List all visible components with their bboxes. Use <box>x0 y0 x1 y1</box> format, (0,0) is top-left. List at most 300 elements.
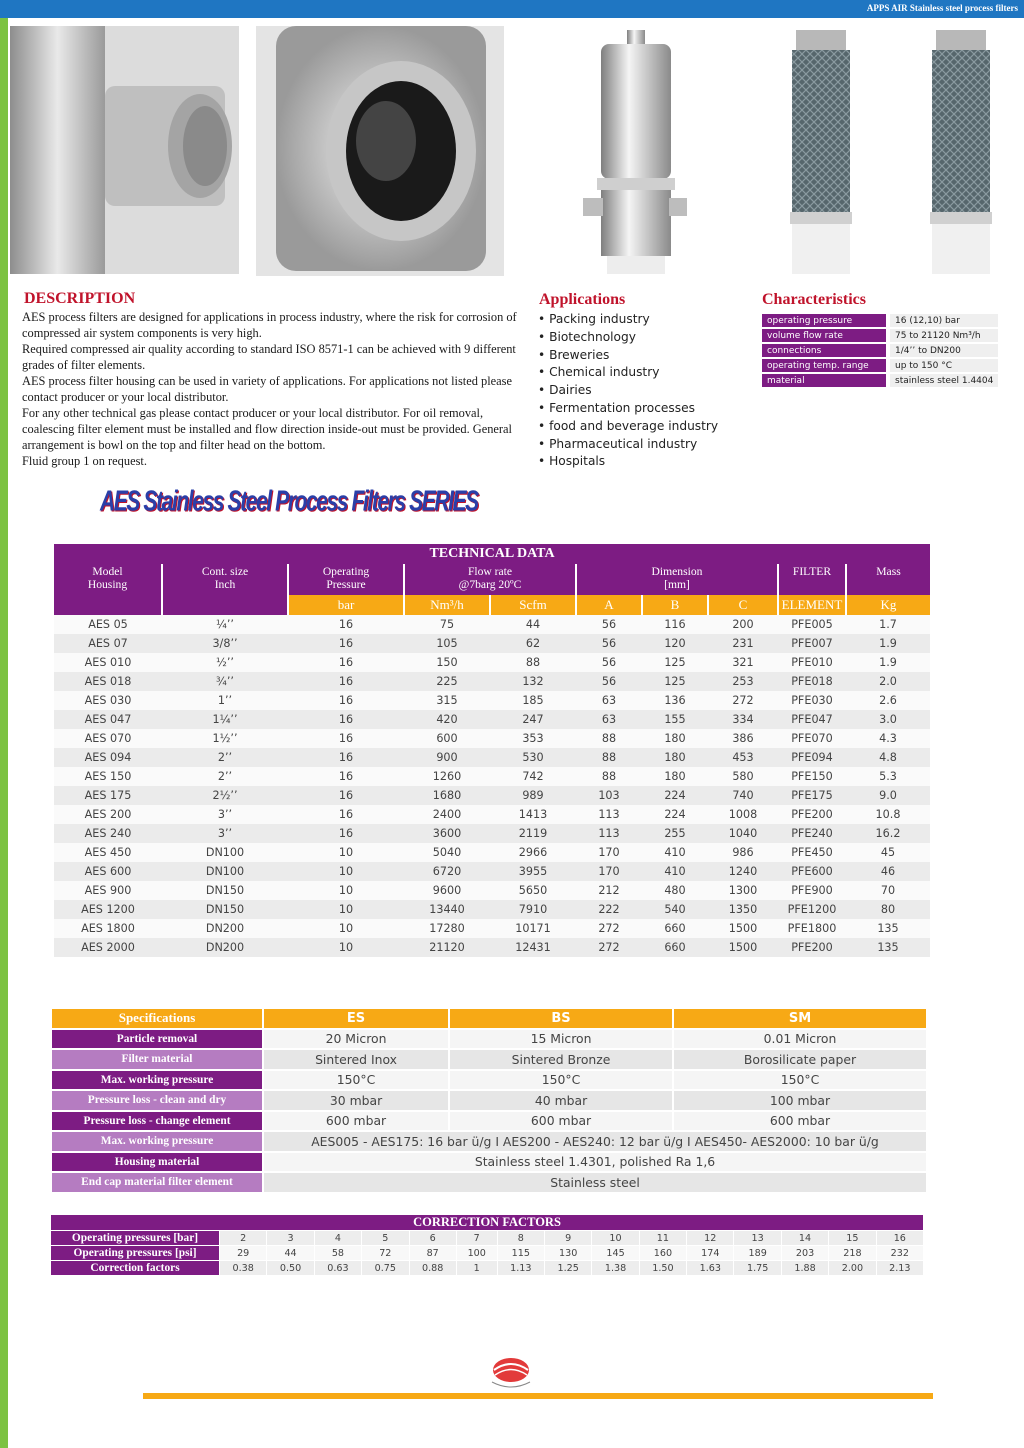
table-cell: 80 <box>846 900 930 919</box>
correction-key: Operating pressures [psi] <box>51 1246 219 1260</box>
application-item: • food and beverage industry <box>538 418 718 436</box>
correction-value: 12 <box>687 1231 733 1245</box>
unit-cell: Kg <box>846 595 930 615</box>
table-cell: 540 <box>642 900 708 919</box>
technical-header-row <box>54 564 930 595</box>
table-cell: 10.8 <box>846 805 930 824</box>
side-accent-bar <box>0 18 8 1448</box>
specifications-table <box>50 1007 928 1194</box>
correction-value: 5 <box>362 1231 408 1245</box>
correction-value: 1.88 <box>782 1261 828 1275</box>
description-paragraph: Fluid group 1 on request. <box>22 454 147 468</box>
table-cell: PFE018 <box>778 672 846 691</box>
table-cell: 46 <box>846 862 930 881</box>
char-key: operating temp. range <box>762 359 886 372</box>
table-cell: PFE450 <box>778 843 846 862</box>
table-cell: AES 094 <box>54 748 162 767</box>
table-cell: 4.3 <box>846 729 930 748</box>
table-cell: 986 <box>708 843 778 862</box>
characteristics-title: Characteristics <box>762 291 866 308</box>
table-cell: 13440 <box>404 900 490 919</box>
table-row <box>54 805 930 824</box>
spec-value: 600 mbar <box>450 1112 672 1131</box>
correction-value: 13 <box>734 1231 780 1245</box>
table-cell: 7910 <box>490 900 576 919</box>
table-row <box>54 938 930 957</box>
table-cell: 2400 <box>404 805 490 824</box>
correction-row <box>51 1231 923 1245</box>
spec-grade-header: BS <box>450 1009 672 1028</box>
table-cell: 2’’ <box>162 767 288 786</box>
table-cell: 600 <box>404 729 490 748</box>
table-cell: AES 2000 <box>54 938 162 957</box>
table-cell: PFE175 <box>778 786 846 805</box>
correction-value: 115 <box>498 1246 544 1260</box>
spec-value: 150°C <box>450 1071 672 1090</box>
table-cell: 10171 <box>490 919 576 938</box>
table-cell: 16 <box>288 786 404 805</box>
table-cell: 900 <box>404 748 490 767</box>
spec-row <box>52 1091 926 1110</box>
table-cell: 386 <box>708 729 778 748</box>
application-item: • Fermentation processes <box>538 400 718 418</box>
table-cell: 410 <box>642 843 708 862</box>
application-item: • Hospitals <box>538 453 718 471</box>
correction-value: 58 <box>315 1246 361 1260</box>
table-cell: DN100 <box>162 843 288 862</box>
spec-key: End cap material filter element <box>52 1173 262 1192</box>
spec-key: Particle removal <box>52 1030 262 1049</box>
table-cell: 225 <box>404 672 490 691</box>
table-cell: PFE010 <box>778 653 846 672</box>
spec-value: 600 mbar <box>674 1112 926 1131</box>
unit-cell: B <box>642 595 708 615</box>
table-cell: PFE070 <box>778 729 846 748</box>
description-paragraph: AES process filter housing can be used in variety of applications. For applications not listed please contact producer or your local distributor. <box>22 374 513 404</box>
characteristics-row <box>762 344 998 357</box>
table-cell: AES 018 <box>54 672 162 691</box>
correction-value: 0.75 <box>362 1261 408 1275</box>
correction-value: 1.75 <box>734 1261 780 1275</box>
correction-value: 72 <box>362 1246 408 1260</box>
table-cell: 253 <box>708 672 778 691</box>
table-cell: AES 200 <box>54 805 162 824</box>
technical-units-row <box>54 595 930 615</box>
technical-data-table <box>54 544 930 957</box>
spec-value: 600 mbar <box>264 1112 448 1131</box>
col-header-mass: Mass <box>846 564 930 595</box>
spec-row <box>52 1112 926 1131</box>
table-cell: 3955 <box>490 862 576 881</box>
correction-key: Operating pressures [bar] <box>51 1231 219 1245</box>
table-cell: 88 <box>490 653 576 672</box>
correction-value: 7 <box>457 1231 497 1245</box>
correction-value: 11 <box>640 1231 686 1245</box>
spec-value: 15 Micron <box>450 1030 672 1049</box>
table-cell: AES 1800 <box>54 919 162 938</box>
table-cell: AES 030 <box>54 691 162 710</box>
filter-element-photo-1 <box>786 30 856 274</box>
description-title: DESCRIPTION <box>24 290 136 307</box>
spec-row <box>52 1153 926 1172</box>
correction-value: 1.13 <box>498 1261 544 1275</box>
table-cell: 410 <box>642 862 708 881</box>
correction-value: 6 <box>410 1231 456 1245</box>
spec-value: 150°C <box>264 1071 448 1090</box>
correction-value: 218 <box>829 1246 875 1260</box>
table-row <box>54 748 930 767</box>
table-cell: 16 <box>288 805 404 824</box>
table-cell: 56 <box>576 672 642 691</box>
table-cell: 56 <box>576 615 642 634</box>
table-cell: 222 <box>576 900 642 919</box>
characteristics-table <box>762 312 998 389</box>
spec-key: Filter material <box>52 1050 262 1069</box>
table-cell: 56 <box>576 653 642 672</box>
table-cell: 3’’ <box>162 805 288 824</box>
char-value: stainless steel 1.4404 <box>886 374 998 387</box>
table-cell: 5040 <box>404 843 490 862</box>
correction-value: 9 <box>545 1231 591 1245</box>
table-cell: 113 <box>576 824 642 843</box>
correction-value: 100 <box>457 1246 497 1260</box>
table-cell: 1413 <box>490 805 576 824</box>
technical-data-caption-row <box>54 544 930 564</box>
table-cell: 453 <box>708 748 778 767</box>
table-cell: 2’’ <box>162 748 288 767</box>
table-cell: 247 <box>490 710 576 729</box>
table-cell: DN150 <box>162 881 288 900</box>
spec-value: Sintered Inox <box>264 1050 448 1069</box>
correction-value: 189 <box>734 1246 780 1260</box>
correction-caption-row <box>51 1215 923 1230</box>
application-item: • Chemical industry <box>538 364 718 382</box>
table-cell: 660 <box>642 938 708 957</box>
table-cell: 2.0 <box>846 672 930 691</box>
table-cell: 1500 <box>708 919 778 938</box>
correction-value: 14 <box>782 1231 828 1245</box>
unit-cell: ELEMENT <box>778 595 846 615</box>
table-cell: 16 <box>288 653 404 672</box>
correction-value: 2 <box>220 1231 266 1245</box>
table-row <box>54 672 930 691</box>
correction-value: 87 <box>410 1246 456 1260</box>
table-cell: 10 <box>288 938 404 957</box>
table-cell: PFE200 <box>778 938 846 957</box>
correction-value: 145 <box>592 1246 638 1260</box>
table-cell: 16 <box>288 824 404 843</box>
table-cell: AES 600 <box>54 862 162 881</box>
correction-value: 203 <box>782 1246 828 1260</box>
col-header-filter: FILTER <box>778 564 846 595</box>
table-cell: 125 <box>642 672 708 691</box>
table-cell: 742 <box>490 767 576 786</box>
application-item: • Dairies <box>538 382 718 400</box>
correction-value: 232 <box>877 1246 923 1260</box>
table-cell: 224 <box>642 786 708 805</box>
table-cell: 315 <box>404 691 490 710</box>
table-cell: AES 1200 <box>54 900 162 919</box>
table-cell: PFE007 <box>778 634 846 653</box>
table-cell: 580 <box>708 767 778 786</box>
table-cell: 136 <box>642 691 708 710</box>
spec-key: Pressure loss - change element <box>52 1112 262 1131</box>
filter-port-closeup-photo <box>256 26 504 276</box>
header-title: APPS AIR Stainless steel process filters <box>866 3 1018 13</box>
description-paragraph: Required compressed air quality according to standard ISO 8571-1 can be achieved with 9 different grades of filter elements. <box>22 342 516 372</box>
filter-housing-photo <box>583 30 687 274</box>
table-cell: 88 <box>576 748 642 767</box>
table-cell: 2119 <box>490 824 576 843</box>
char-key: volume flow rate <box>762 329 886 342</box>
col-header-flow: Flow rate @7barg 20ºC <box>404 564 576 595</box>
correction-value: 4 <box>315 1231 361 1245</box>
description-text <box>22 309 522 469</box>
table-cell: 321 <box>708 653 778 672</box>
correction-value: 1.38 <box>592 1261 638 1275</box>
table-cell: 88 <box>576 729 642 748</box>
table-cell: 45 <box>846 843 930 862</box>
table-cell: 1300 <box>708 881 778 900</box>
table-cell: PFE600 <box>778 862 846 881</box>
table-cell: 1500 <box>708 938 778 957</box>
table-cell: 1.9 <box>846 634 930 653</box>
table-row <box>54 824 930 843</box>
table-cell: 353 <box>490 729 576 748</box>
table-cell: 5650 <box>490 881 576 900</box>
table-cell: 16 <box>288 672 404 691</box>
char-key: connections <box>762 344 886 357</box>
table-cell: 103 <box>576 786 642 805</box>
characteristics-row <box>762 359 998 372</box>
table-cell: 1008 <box>708 805 778 824</box>
table-cell: 5.3 <box>846 767 930 786</box>
table-cell: 740 <box>708 786 778 805</box>
table-cell: PFE047 <box>778 710 846 729</box>
spec-value: Stainless steel 1.4301, polished Ra 1,6 <box>264 1153 926 1172</box>
char-value: 1/4’’ to DN200 <box>886 344 998 357</box>
table-cell: 1350 <box>708 900 778 919</box>
table-cell: 3.0 <box>846 710 930 729</box>
table-cell: 185 <box>490 691 576 710</box>
table-row <box>54 634 930 653</box>
table-row <box>54 881 930 900</box>
unit-cell: A <box>576 595 642 615</box>
spec-value: Borosilicate paper <box>674 1050 926 1069</box>
description-paragraph: AES process filters are designed for applications in process industry, where the risk for corrosion of compressed air system components is very high. <box>22 310 517 340</box>
correction-row <box>51 1261 923 1275</box>
table-cell: 212 <box>576 881 642 900</box>
correction-caption: CORRECTION FACTORS <box>51 1215 923 1230</box>
table-cell: ½’’ <box>162 653 288 672</box>
unit-blank <box>54 595 162 615</box>
char-value: 16 (12,10) bar <box>886 314 998 327</box>
unit-cell: Scfm <box>490 595 576 615</box>
correction-value: 3 <box>267 1231 313 1245</box>
table-cell: 44 <box>490 615 576 634</box>
correction-value: 0.50 <box>267 1261 313 1275</box>
correction-value: 2.00 <box>829 1261 875 1275</box>
description-paragraph: For any other technical gas please contact producer or your local distributor. For oil removal, coalescing filter element must be installed and flow direction inside-out must be provided. General arrangement is bowl on the top and filter head on the bottom. <box>22 406 512 452</box>
spec-key: Pressure loss - clean and dry <box>52 1091 262 1110</box>
table-cell: 1240 <box>708 862 778 881</box>
correction-value: 8 <box>498 1231 544 1245</box>
table-cell: 180 <box>642 767 708 786</box>
spec-value: 0.01 Micron <box>674 1030 926 1049</box>
table-cell: 135 <box>846 938 930 957</box>
table-cell: 56 <box>576 634 642 653</box>
specifications-title: Specifications <box>52 1009 262 1028</box>
table-cell: 2966 <box>490 843 576 862</box>
col-header-dimension: Dimension [mm] <box>576 564 778 595</box>
correction-value: 0.38 <box>220 1261 266 1275</box>
char-key: operating pressure <box>762 314 886 327</box>
table-cell: 3’’ <box>162 824 288 843</box>
spec-key: Max. working pressure <box>52 1071 262 1090</box>
table-cell: 180 <box>642 729 708 748</box>
table-cell: 530 <box>490 748 576 767</box>
table-cell: 16 <box>288 691 404 710</box>
table-cell: AES 900 <box>54 881 162 900</box>
table-cell: 10 <box>288 900 404 919</box>
table-cell: 16 <box>288 748 404 767</box>
table-cell: 62 <box>490 634 576 653</box>
table-cell: 116 <box>642 615 708 634</box>
table-cell: 6720 <box>404 862 490 881</box>
table-cell: 120 <box>642 634 708 653</box>
table-cell: 334 <box>708 710 778 729</box>
correction-value: 174 <box>687 1246 733 1260</box>
table-cell: 3/8’’ <box>162 634 288 653</box>
specifications-body <box>52 1009 926 1192</box>
application-item: • Breweries <box>538 347 718 365</box>
table-cell: 200 <box>708 615 778 634</box>
correction-factors-table <box>50 1214 924 1276</box>
footer-accent-bar <box>143 1393 933 1399</box>
table-cell: PFE094 <box>778 748 846 767</box>
spec-value: 30 mbar <box>264 1091 448 1110</box>
table-cell: 16 <box>288 767 404 786</box>
table-cell: 16 <box>288 634 404 653</box>
table-cell: PFE240 <box>778 824 846 843</box>
table-cell: 16.2 <box>846 824 930 843</box>
table-cell: 63 <box>576 691 642 710</box>
spec-row <box>52 1071 926 1090</box>
table-cell: 16 <box>288 615 404 634</box>
table-cell: PFE150 <box>778 767 846 786</box>
table-cell: PFE200 <box>778 805 846 824</box>
spec-grade-header: ES <box>264 1009 448 1028</box>
unit-cell: bar <box>288 595 404 615</box>
table-cell: 224 <box>642 805 708 824</box>
spec-row <box>52 1030 926 1049</box>
applications-title: Applications <box>539 291 626 308</box>
spec-key: Max. working pressure <box>52 1132 262 1151</box>
spec-value: 20 Micron <box>264 1030 448 1049</box>
spec-value: 150°C <box>674 1071 926 1090</box>
correction-value: 15 <box>829 1231 875 1245</box>
table-cell: AES 05 <box>54 615 162 634</box>
table-cell: 10 <box>288 919 404 938</box>
spec-value: AES005 - AES175: 16 bar ü/g I AES200 - AES240: 12 bar ü/g I AES450- AES2000: 10 bar ü/g <box>264 1132 926 1151</box>
table-row <box>54 900 930 919</box>
series-title: AES Stainless Steel Process Filters SERIES <box>100 486 478 518</box>
correction-value: 29 <box>220 1246 266 1260</box>
table-cell: 10 <box>288 881 404 900</box>
characteristics-row <box>762 329 998 342</box>
correction-value: 1.50 <box>640 1261 686 1275</box>
table-row <box>54 919 930 938</box>
characteristics-row <box>762 374 998 387</box>
table-row <box>54 691 930 710</box>
correction-value: 130 <box>545 1246 591 1260</box>
table-cell: DN100 <box>162 862 288 881</box>
application-item: • Biotechnology <box>538 329 718 347</box>
filter-head-side-photo <box>10 26 239 274</box>
table-cell: PFE030 <box>778 691 846 710</box>
table-row <box>54 615 930 634</box>
spec-row <box>52 1050 926 1069</box>
table-cell: 1¼’’ <box>162 710 288 729</box>
table-cell: 105 <box>404 634 490 653</box>
unit-blank <box>162 595 288 615</box>
technical-data-caption: TECHNICAL DATA <box>54 544 930 564</box>
table-cell: AES 010 <box>54 653 162 672</box>
spec-value: 100 mbar <box>674 1091 926 1110</box>
table-cell: 989 <box>490 786 576 805</box>
correction-value: 0.88 <box>410 1261 456 1275</box>
table-cell: AES 450 <box>54 843 162 862</box>
characteristics-row <box>762 314 998 327</box>
table-cell: 272 <box>576 938 642 957</box>
table-cell: 9600 <box>404 881 490 900</box>
spec-key: Housing material <box>52 1153 262 1172</box>
correction-value: 1.63 <box>687 1261 733 1275</box>
correction-value: 10 <box>592 1231 638 1245</box>
table-cell: 10 <box>288 862 404 881</box>
char-key: material <box>762 374 886 387</box>
spec-grade-header: SM <box>674 1009 926 1028</box>
unit-cell: C <box>708 595 778 615</box>
correction-value: 160 <box>640 1246 686 1260</box>
table-row <box>54 843 930 862</box>
header-bar <box>0 0 1024 18</box>
table-cell: 1.7 <box>846 615 930 634</box>
table-cell: 170 <box>576 862 642 881</box>
table-cell: 1’’ <box>162 691 288 710</box>
application-item: • Pharmaceutical industry <box>538 436 718 454</box>
table-cell: 75 <box>404 615 490 634</box>
table-row <box>54 710 930 729</box>
table-cell: 21120 <box>404 938 490 957</box>
correction-value: 16 <box>877 1231 923 1245</box>
table-cell: 70 <box>846 881 930 900</box>
spec-value: Sintered Bronze <box>450 1050 672 1069</box>
filter-element-photo-2 <box>926 30 996 274</box>
table-cell: AES 07 <box>54 634 162 653</box>
col-header-pressure: Operating Pressure <box>288 564 404 595</box>
table-row <box>54 786 930 805</box>
table-cell: 4.8 <box>846 748 930 767</box>
table-cell: 272 <box>708 691 778 710</box>
table-cell: 480 <box>642 881 708 900</box>
spec-row <box>52 1173 926 1192</box>
table-cell: 17280 <box>404 919 490 938</box>
char-value: 75 to 21120 Nm³/h <box>886 329 998 342</box>
correction-factors-body <box>51 1215 923 1275</box>
table-cell: 63 <box>576 710 642 729</box>
table-cell: ¾’’ <box>162 672 288 691</box>
